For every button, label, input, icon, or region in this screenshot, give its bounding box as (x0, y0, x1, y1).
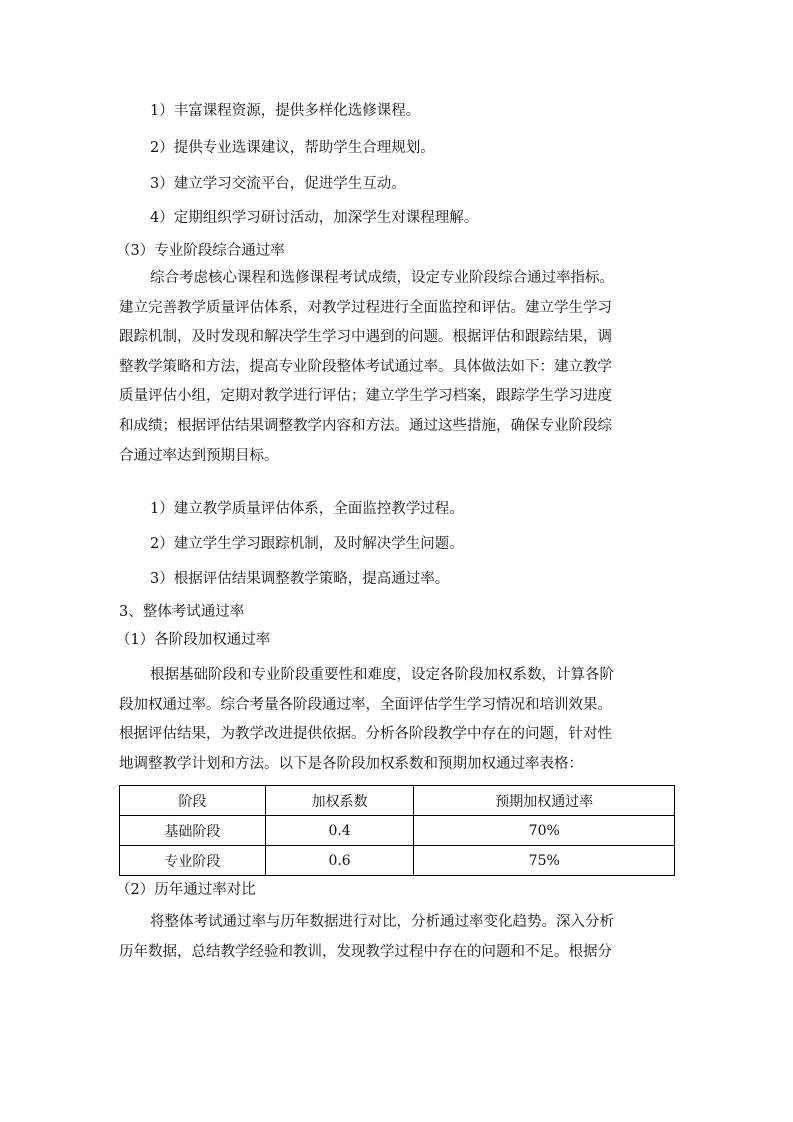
table-row (120, 816, 675, 846)
list-item: 1）建立教学质量评估体系，全面监控教学过程。 (150, 501, 464, 517)
weighting-table (119, 785, 675, 876)
list-item: 3）建立学习交流平台，促进学生互动。 (150, 176, 406, 192)
table-cell: 0.6 (265, 846, 414, 876)
table-cell: 专业阶段 (120, 846, 266, 876)
list-item: 2）建立学生学习跟踪机制，及时解决学生问题。 (150, 536, 464, 552)
body-paragraph: 根据基础阶段和专业阶段重要性和难度，设定各阶段加权系数，计算各阶 段加权通过率。综合考量各阶段通过率，全面评估学生学习情况和培训效果。 根据评估结果，为教学改进提供依据。分析各阶段教学中存在的问题，针对性 地调整教学计划和方法。以下是各阶段加权系数和预期加权通过率表格： (119, 667, 614, 772)
list-item: 1）丰富课程资源，提供多样化选修课程。 (150, 103, 421, 119)
table-row (120, 846, 675, 876)
table-cell: 70% (414, 816, 675, 846)
table-header-cell: 预期加权通过率 (414, 786, 675, 816)
body-paragraph: 综合考虑核心课程和选修课程考试成绩，设定专业阶段综合通过率指标。 建立完善教学质量评估体系，对教学过程进行全面监控和评估。建立学生学习 跟踪机制，及时发现和解决学生学习中遇到的问题。根据评估和跟踪结果，调 整教学策略和方法，提高专业阶段整体考试通过率。具体做法如下：建立教学 质量评估小组，定期对教学进行评估；建立学生学习档案，跟踪学生学习进度 和成绩；根据评估结果调整教学内容和方法。通过这些措施，确保专业阶段综 合通过率达到预期目标。 (119, 270, 614, 464)
list-item: 4）定期组织学习研讨活动，加深学生对课程理解。 (150, 210, 479, 226)
table-header-row (120, 786, 675, 816)
list-item: 3）根据评估结果调整教学策略，提高通过率。 (150, 571, 450, 587)
table-cell: 基础阶段 (120, 816, 266, 846)
table-cell: 0.4 (265, 816, 414, 846)
subsection-heading: （3）专业阶段综合通过率 (116, 243, 285, 259)
table-cell: 75% (414, 846, 675, 876)
subsection-heading: （1）各阶段加权通过率 (116, 632, 271, 648)
table-header-cell: 阶段 (120, 786, 266, 816)
list-item: 2）提供专业选课建议，帮助学生合理规划。 (150, 140, 435, 156)
body-paragraph: 将整体考试通过率与历年数据进行对比，分析通过率变化趋势。深入分析 历年数据，总结教学经验和教训，发现教学过程中存在的问题和不足。根据分 (119, 914, 614, 960)
section-heading: 3、整体考试通过率 (119, 604, 245, 620)
table-header-cell: 加权系数 (265, 786, 414, 816)
subsection-heading: （2）历年通过率对比 (116, 882, 256, 898)
